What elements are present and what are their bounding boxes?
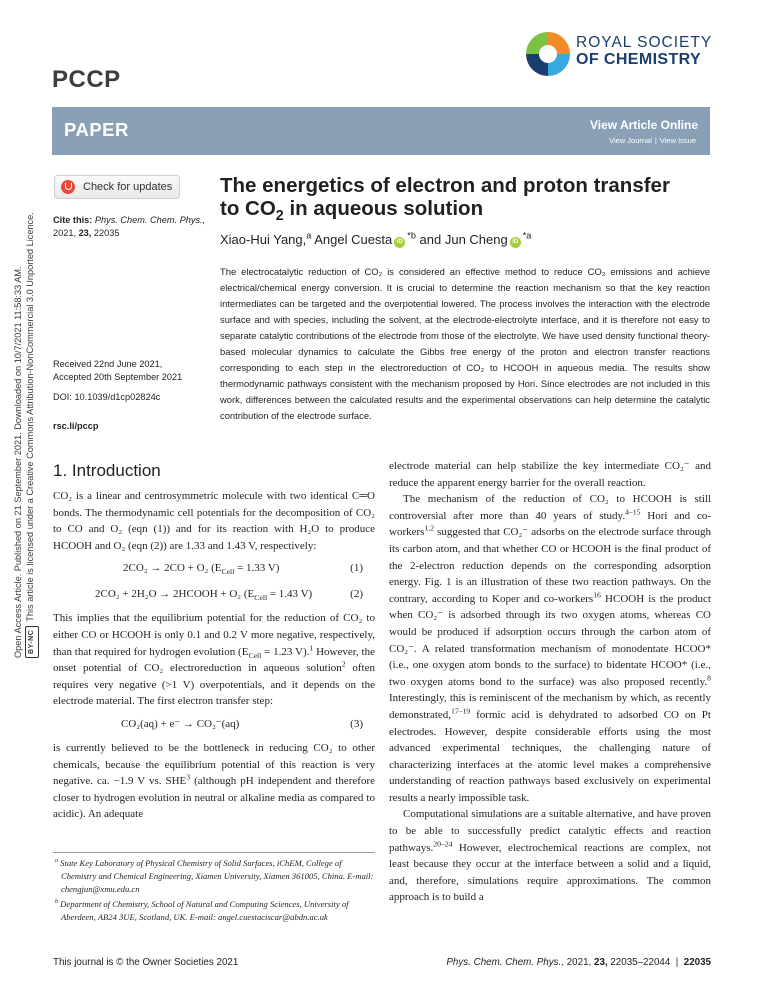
title-line-2-pre: to CO — [220, 197, 276, 220]
ref-1-2[interactable]: 1,2 — [424, 523, 435, 533]
footnote-b-mark: b — [55, 899, 59, 906]
p2-part-c: However, the onset potential of CO₂ electroreduction in aqueous solution — [53, 645, 375, 675]
eq2-end: = 1.43 V) — [267, 588, 313, 601]
rsc-logo-icon — [524, 30, 572, 78]
author-3-affiliation: *a — [522, 230, 532, 241]
eq1-subscript: Cell — [221, 567, 235, 577]
ref-20-24[interactable]: 20–24 — [433, 839, 453, 848]
footer-citation — [446, 957, 711, 968]
footer-journal: Phys. Chem. Chem. Phys., — [446, 957, 564, 968]
ref-4-15[interactable]: 4–15 — [625, 507, 641, 517]
eq1-number: (1) — [350, 562, 363, 575]
left-column — [53, 461, 375, 823]
ref-2[interactable]: 2 — [341, 659, 346, 669]
right-paragraph-1: electrode material can help stabilize the key intermediate CO₂⁻ and reduce the apparent energy barrier for the overall reaction. — [389, 460, 711, 489]
footer-pages: 22035–22044 — [610, 957, 671, 968]
affiliation-footnotes — [53, 852, 375, 926]
p2-subscript: Cell — [248, 650, 262, 660]
title-line-1: The energetics of electron and proton transfer — [220, 174, 670, 197]
rp2-part-a: The mechanism of the reduction of CO₂ to HCOOH is still controversial after more than 40 years of study. — [389, 493, 711, 522]
rp2-part-d: HCOOH is the product when CO₂⁻ is adsorbed through its two oxygen atoms, whereas CO would be produced if adsorption occurs through the carbon atom of CO₂⁻. A related transformation mechanism of monodentate HCOO* (i.e., one oxygen atom bonds to the surface) to bidentate HCOO* (i.e., two oxygen atoms bond to the surface) was also proposed recently. — [389, 592, 711, 688]
author-2-affiliation: *b — [407, 230, 416, 241]
check-updates-label: Check for updates — [83, 181, 173, 193]
update-icon — [61, 180, 75, 194]
footnote-a-mark: a — [55, 858, 59, 865]
publisher-line-1: ROYAL SOCIETY — [576, 34, 713, 51]
side-note-line-2[interactable]: This article is licensed under a Creative Commons Attribution-NonCommercial 3.0 Unported Licence. — [25, 212, 35, 622]
right-column — [389, 458, 711, 906]
accepted-date: Accepted 20th September 2021 — [53, 372, 183, 382]
journal-site-link[interactable]: rsc.li/pccp — [53, 421, 99, 431]
abstract: The electrocatalytic reduction of CO₂ is considered an effective method to reduce CO₂ emissions and achieve electrical/chemical energy conversion. It is crucial to determine the reaction mechanism so that the key reaction intermediates can be targeted and the overpotential lowered. The process involves the interaction with the electrode surface and with species, including the solvent, at the electrode-electrolyte interface, and it is therefore not easy to separate catalytic contributions of the electrode from those of the electrolyte. We have used density functional theory-based molecular dynamics to calculate the Gibbs free energy of the proton and electron transfer reactions corresponding to each step in the electroreduction of CO₂ to HCOOH in aqueous media. The results show thermodynamic pathways consistent with the mechanism proposed by Hori. Since electrodes are not included in this work, differences between the calculated results and the experimental observations can help determine the catalytic contribution of the electrode surface. — [220, 266, 710, 421]
footer-separator: | — [675, 957, 679, 968]
dates — [53, 358, 182, 384]
rp2-part-c: suggested that CO₂⁻ adsorbs on the electrode surface through its carbon atom, and that whether CO or HCOOH is the final product of the 2-electron reduction depends on the corresponding adsorption energy. Fig. 1 is an illustration of these two reaction pathways. On the contrary, according to Koper and co-workers — [389, 526, 711, 605]
equation-3 — [53, 714, 375, 736]
cite-journal: Phys. Chem. Chem. Phys., — [94, 215, 206, 225]
eq1-body: 2CO₂ → 2CO + O₂ (E — [123, 562, 222, 575]
equation-1 — [53, 558, 375, 580]
orcid-icon[interactable]: iD — [394, 237, 405, 248]
p3-part-b: (although pH independent and therefore closer to hydrogen evolution in neutral or alkaline media as compared to acidic). An adequate — [53, 775, 375, 821]
ref-3[interactable]: 3 — [186, 772, 191, 782]
cite-label: Cite this: — [53, 215, 93, 225]
cite-year: 2021, — [53, 228, 76, 238]
p2-part-a: This implies that the equilibrium potential for the reduction of CO₂ to either CO or HCOOH is only 0.1 and 0.2 V more negative, respectively, than that required for hydrogen evolution (E — [53, 612, 375, 658]
intro-paragraph-3 — [53, 740, 375, 823]
copyright-notice: This journal is © the Owner Societies 2021 — [53, 957, 239, 968]
section-heading-introduction: 1. Introduction — [53, 461, 161, 480]
rp3-part-a: Computational simulations are a suitable alternative, and have proven to be able to successfully predict catalytic effects and reaction pathways. — [389, 808, 711, 854]
eq2-body: 2CO₂ + 2H₂O → 2HCOOH + O₂ (E — [95, 588, 255, 601]
page-number: 22035 — [683, 957, 711, 968]
license-side-note — [10, 118, 42, 658]
cite-this — [53, 214, 208, 240]
author-list — [220, 232, 531, 248]
p3-part-a: is currently believed to be the bottleneck in reducing CO₂ to other chemicals, because the equilibrium potential of this reaction is very negative. ca. −1.9 V vs. SHE — [53, 741, 375, 788]
publisher-line-2: OF CHEMISTRY — [576, 51, 702, 68]
received-date: Received 22nd June 2021, — [53, 359, 163, 369]
author-1: Xiao-Hui Yang, — [220, 232, 307, 247]
eq2-subscript: Cell — [254, 593, 268, 603]
title-line-2-post: in aqueous solution — [283, 197, 484, 220]
equation-2 — [53, 584, 375, 606]
view-journal-link[interactable]: View Journal — [609, 136, 652, 145]
right-paragraph-2 — [389, 491, 711, 806]
right-paragraph-3 — [389, 806, 711, 906]
footnote-a — [53, 857, 375, 896]
p2-part-d: often requires very negative (>1 V) overpotentials, and it depends on the electrode material. The first electron transfer step: — [53, 662, 375, 708]
cc-license-badge[interactable]: BY-NC — [25, 626, 39, 658]
check-for-updates-button[interactable] — [54, 175, 180, 199]
rp3-part-b: However, electrochemical reactions are complex, not least because they occur at the interface between a solid and a liquid, and, therefore, simulations require approximations. The common approach is to build a — [389, 841, 711, 904]
footnote-b — [53, 898, 375, 924]
author-1-affiliation: a — [306, 230, 312, 241]
cite-volume: 23, — [78, 228, 92, 238]
footnote-b-text: Department of Chemistry, School of Natural and Computing Sciences, University of Aberdeen, AB24 3UE, Scotland, UK. E-mail: angel.cuestaciscar@abdn.ac.uk — [60, 899, 349, 922]
rp2-part-b: Hori and co-workers — [389, 509, 711, 539]
footer-volume: 23, — [594, 957, 608, 968]
journal-name: PCCP — [52, 66, 121, 93]
footer-year: 2021, — [566, 957, 592, 968]
ref-1[interactable]: 1 — [309, 642, 314, 652]
eq1-end: = 1.33 V) — [234, 562, 280, 575]
ref-17-19[interactable]: 17–19 — [451, 706, 471, 716]
p2-part-b: = 1.23 V). — [261, 645, 310, 658]
ref-16[interactable]: 16 — [593, 590, 601, 600]
article-title — [220, 174, 700, 225]
view-issue-link[interactable]: View Issue — [659, 136, 696, 145]
ref-8[interactable]: 8 — [707, 673, 711, 683]
orcid-icon[interactable]: iD — [510, 237, 521, 248]
rp2-part-f: formic acid is dehydrated to adsorbed CO on Pt electrodes. However, despite considerable efforts using the most advanced experimental techniques, the challenging nature of characterizing interfaces at the atomic level makes a comprehensive understanding of reaction pathways based exclusively on experimental results a nearly impossible task. — [389, 708, 711, 804]
eq3-body: CO₂(aq) + e⁻ → CO₂⁻(aq) — [121, 717, 240, 730]
author-3: Jun Cheng — [444, 232, 508, 247]
title-subscript: 2 — [275, 208, 284, 225]
eq3-number: (3) — [350, 717, 363, 730]
rsc-logo[interactable] — [524, 28, 714, 80]
rp2-part-e: Interestingly, this is reminiscent of the mechanism by which, as recently demonstrated, — [389, 692, 711, 721]
article-type: PAPER — [64, 119, 129, 140]
cite-pages: 22035 — [93, 228, 120, 238]
eq2-number: (2) — [350, 588, 363, 601]
link-separator: | — [654, 136, 657, 145]
article-type-banner — [52, 107, 710, 155]
footnote-a-text: State Key Laboratory of Physical Chemistry of Solid Surfaces, iChEM, College of Chemistry and Chemical Engineering, Xiamen University, Xiamen 361005, China. E-mail: chengjun@xmu.edu.cn — [60, 858, 374, 894]
author-2: Angel Cuesta — [314, 232, 393, 247]
intro-paragraph-2 — [53, 610, 375, 710]
side-note-line-1: Open Access Article. Published on 21 September 2021. Downloaded on 10/7/2021 11:58:33 AM. — [13, 266, 23, 658]
intro-paragraph-1: CO₂ is a linear and centrosymmetric molecule with two identical C═O bonds. The thermodynamic cell potentials for the decomposition of CO₂ to CO and O₂ (eqn (1)) and for its reaction with H₂O to produce HCOOH and O₂ (eqn (2)) are 1.33 and 1.43 V, respectively: — [53, 490, 375, 552]
doi[interactable]: DOI: 10.1039/d1cp02824c — [53, 392, 161, 402]
view-article-online-link[interactable]: View Article Online — [589, 118, 698, 132]
author-conjunction: and — [419, 232, 442, 247]
